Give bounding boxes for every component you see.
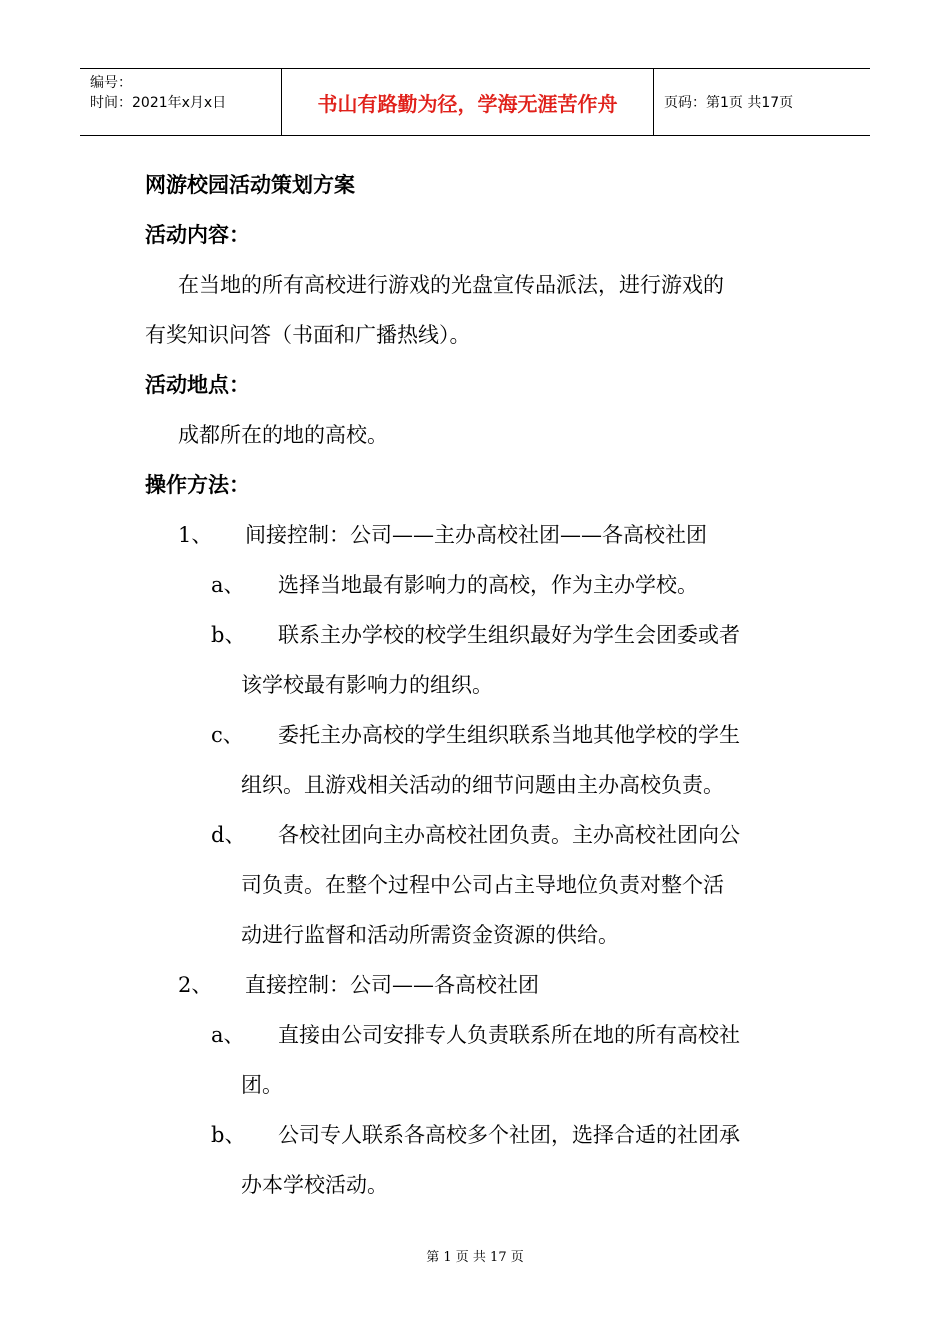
document-body <box>145 160 810 1210</box>
sub-item-2a <box>145 1010 810 1060</box>
doc-title: 网游校园活动策划方案 <box>145 172 355 197</box>
sub-text-continuation: 团。 <box>241 1073 283 1097</box>
list-item-1 <box>145 510 810 560</box>
list-item-2 <box>145 960 810 1010</box>
sub-text: 联系主办学校的校学生组织最好为学生会团委或者 <box>278 623 740 647</box>
sub-text: 委托主办高校的学生组织联系当地其他学校的学生 <box>278 723 740 747</box>
sub-text-continuation: 该学校最有影响力的组织。 <box>241 673 493 697</box>
sub-text: 各校社团向主办高校社团负责。主办高校社团向公 <box>278 823 740 847</box>
method-heading: 操作方法： <box>145 472 250 497</box>
list-text: 直接控制：公司——各高校社团 <box>245 973 539 997</box>
sub-item-1c <box>145 710 810 760</box>
sub-text: 选择当地最有影响力的高校，作为主办学校。 <box>278 573 698 597</box>
list-text: 间接控制：公司——主办高校社团——各高校社团 <box>245 523 707 547</box>
sub-letter: d、 <box>211 823 246 847</box>
sub-text-continuation: 动进行监督和活动所需资金资源的供给。 <box>241 923 619 947</box>
sub-text-continuation: 办本学校活动。 <box>241 1173 388 1197</box>
location-heading: 活动地点： <box>145 372 250 397</box>
sub-item-1b <box>145 610 810 660</box>
page-footer: 第 1 页 共 17 页 <box>426 1250 524 1265</box>
header-page-label: 页码：第1页 共17页 <box>664 95 794 111</box>
sub-letter: b、 <box>211 1123 246 1147</box>
page-header <box>80 68 870 136</box>
number-label: 编号： <box>90 75 132 91</box>
sub-text: 直接由公司安排专人负责联系所在地的所有高校社 <box>278 1023 740 1047</box>
sub-item-2b <box>145 1110 810 1160</box>
location-text: 成都所在的地的高校。 <box>178 423 388 447</box>
sub-text-continuation: 司负责。在整个过程中公司占主导地位负责对整个活 <box>241 873 724 897</box>
sub-item-1d <box>145 810 810 860</box>
header-motto: 书山有路勤为径，学海无涯苦作舟 <box>282 69 654 135</box>
content-paragraph-line: 有奖知识问答（书面和广播热线）。 <box>145 323 471 347</box>
content-paragraph-line: 在当地的所有高校进行游戏的光盘宣传品派法，进行游戏的 <box>178 273 724 297</box>
sub-letter: a、 <box>211 1023 245 1047</box>
sub-letter: c、 <box>211 723 244 747</box>
sub-letter: a、 <box>211 573 245 597</box>
header-meta <box>80 69 282 135</box>
sub-text-continuation: 组织。且游戏相关活动的细节问题由主办高校负责。 <box>241 773 724 797</box>
list-number: 1、 <box>178 523 213 547</box>
sub-item-1a <box>145 560 810 610</box>
content-heading: 活动内容： <box>145 222 250 247</box>
sub-letter: b、 <box>211 623 246 647</box>
list-number: 2、 <box>178 973 213 997</box>
time-label: 时间：2021年x月x日 <box>90 95 227 111</box>
sub-text: 公司专人联系各高校多个社团，选择合适的社团承 <box>278 1123 740 1147</box>
